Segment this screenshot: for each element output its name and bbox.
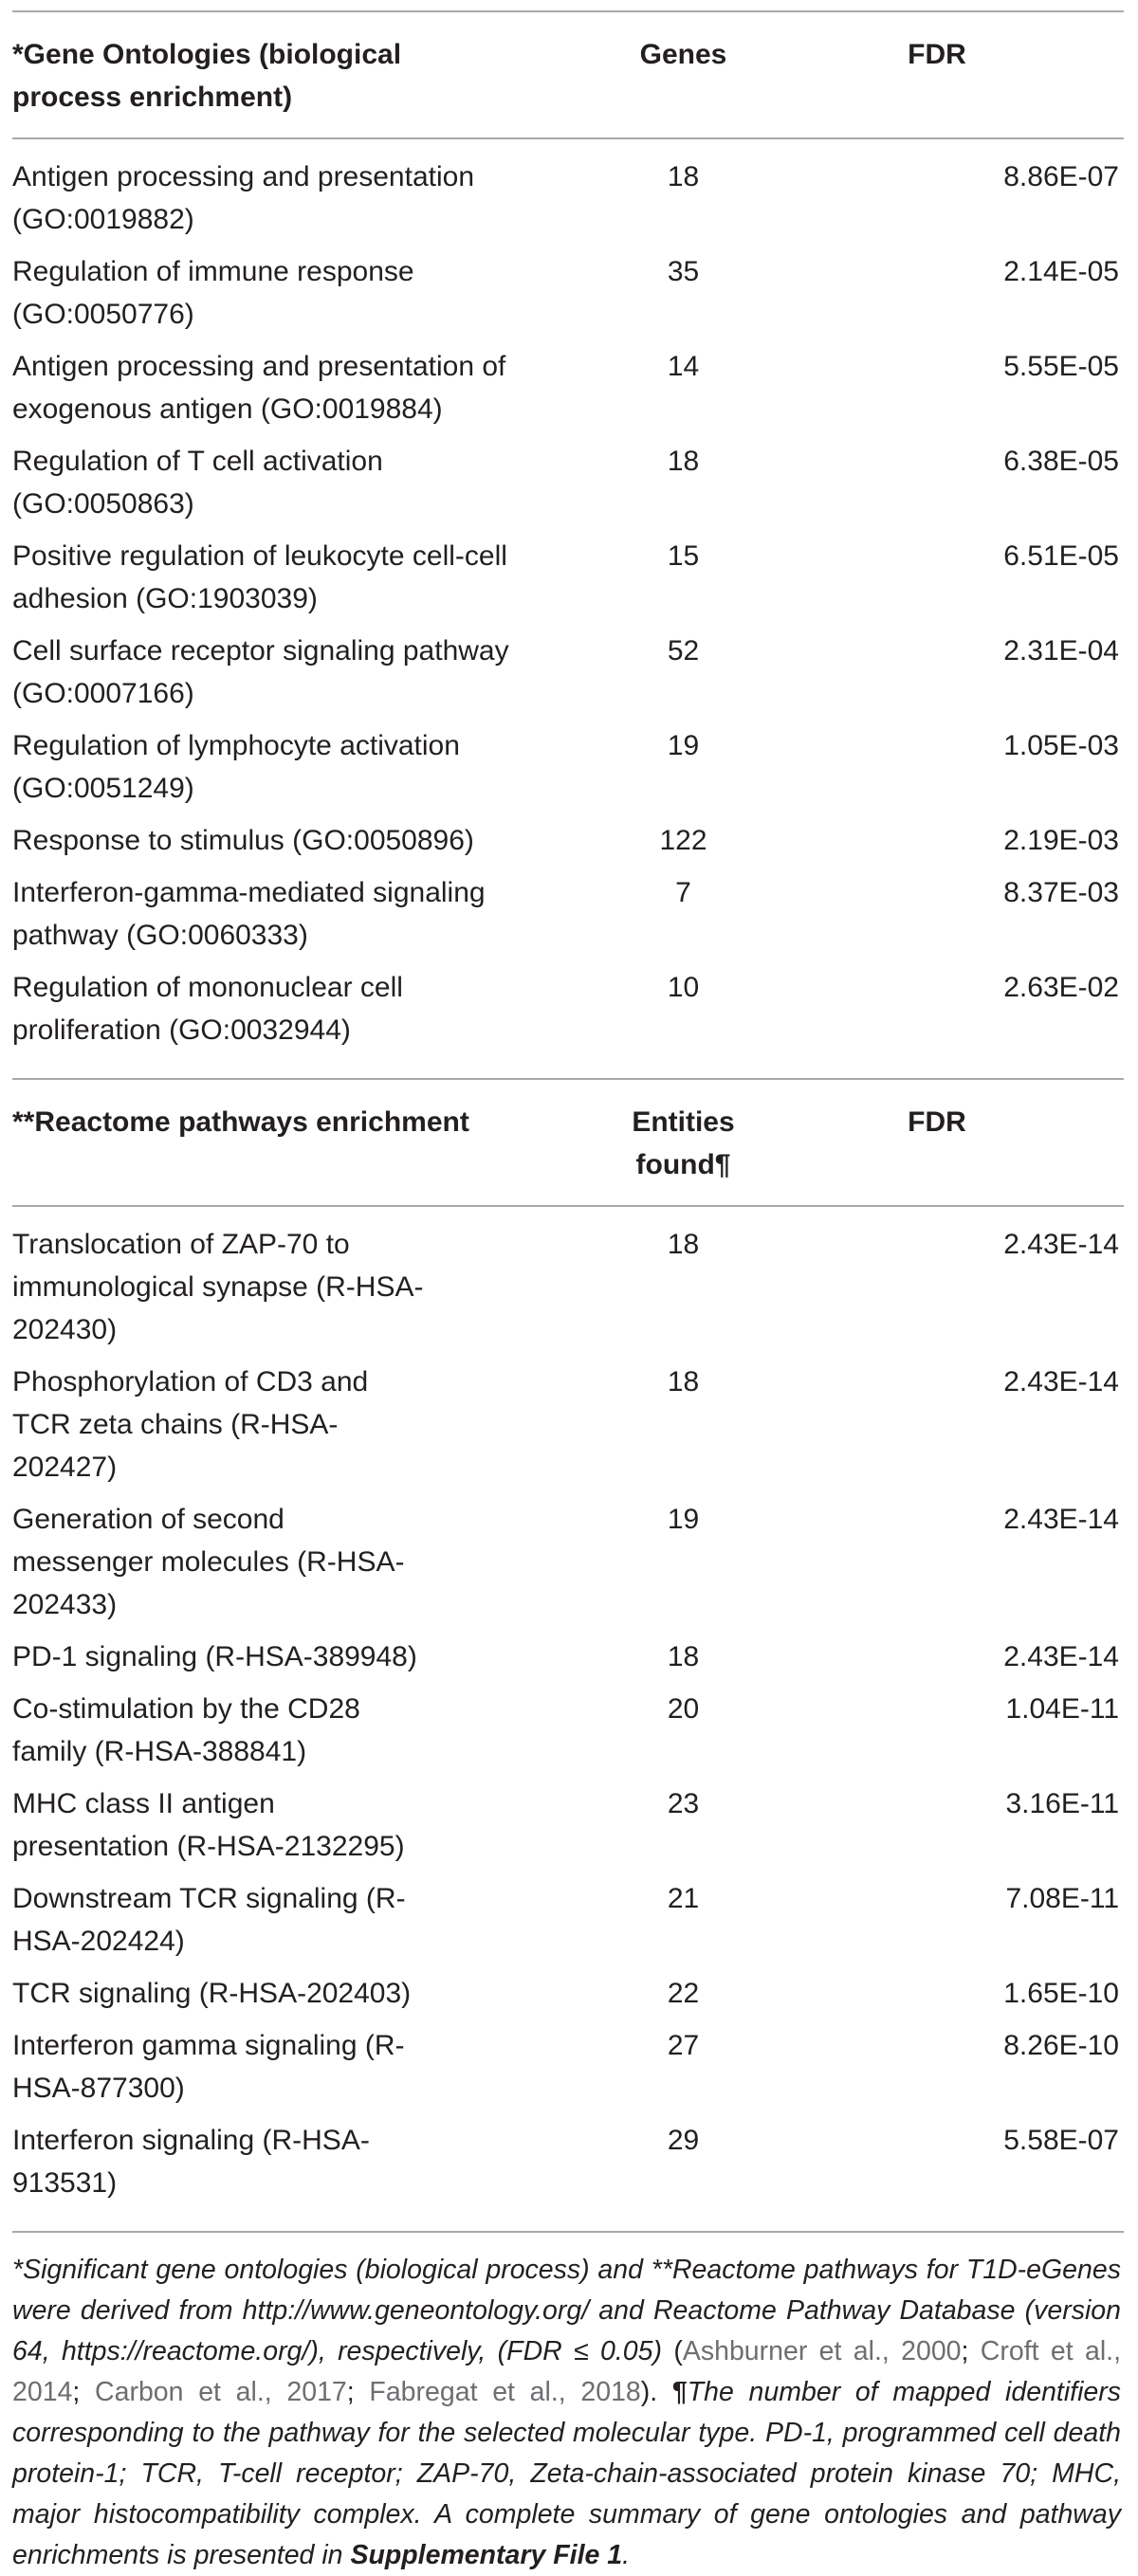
row-term: Positive regulation of leukocyte cell-cell adhesion (GO:1903039) xyxy=(12,540,507,614)
row-term: Phosphorylation of CD3 and TCR zeta chains (R-HSA-202427) xyxy=(12,1366,369,1483)
table-row xyxy=(8,1877,1132,1963)
row-count: 18 xyxy=(667,1366,700,1398)
table-row xyxy=(8,819,1132,862)
table-row xyxy=(8,440,1132,525)
table-row xyxy=(8,1361,1132,1489)
go-header-count: Genes xyxy=(639,39,727,70)
footnote-end: . xyxy=(622,2540,631,2570)
footnote-part2: The number of mapped identifiers corresponding to the pathway for the selected molecular type. PD-1, programmed cell death protein-1; TCR, T-cell receptor; ZAP-70, Zeta-chain-associated protein kinase 70; MHC, major histocompatibility complex. A complete summary of gene ontologies and pathway enrichments is presented in xyxy=(12,2377,1122,2570)
row-term: Co-stimulation by the CD28 family (R-HSA-388841) xyxy=(12,1693,360,1767)
row-count: 22 xyxy=(667,1978,700,2009)
row-fdr: 6.51E-05 xyxy=(1003,540,1119,572)
row-term: Response to stimulus (GO:0050896) xyxy=(12,825,474,856)
supplementary-file-link[interactable]: Supplementary File 1 xyxy=(350,2540,623,2570)
row-count: 10 xyxy=(667,972,700,1003)
row-term: Regulation of immune response (GO:0050776) xyxy=(12,256,414,330)
footnote-part1: *Significant gene ontologies (biological process) and **Reactome pathways for T1D-eGenes were derived from http://www.geneontology.org/ and Reactome Pathway Database (version 64, https://reactome.org/), respectively, (FDR ≤ 0.05) xyxy=(12,2255,1121,2366)
row-fdr: 2.43E-14 xyxy=(1003,1366,1119,1398)
row-fdr: 2.31E-04 xyxy=(1003,635,1119,667)
row-fdr: 1.05E-03 xyxy=(1003,730,1119,761)
table-row xyxy=(8,1688,1132,1773)
table-row xyxy=(8,1498,1132,1626)
row-count: 19 xyxy=(667,730,700,761)
row-count: 52 xyxy=(667,635,700,667)
go-header-term: *Gene Ontologies (biological process enrichment) xyxy=(12,39,402,113)
footnote-cite-open: ( xyxy=(673,2336,683,2366)
table-row xyxy=(8,724,1132,810)
row-term: PD-1 signaling (R-HSA-389948) xyxy=(12,1641,417,1672)
row-count: 7 xyxy=(675,877,691,908)
row-count: 27 xyxy=(667,2030,700,2061)
reactome-header-fdr: FDR xyxy=(908,1106,966,1138)
row-count: 18 xyxy=(667,161,700,192)
row-count: 122 xyxy=(659,825,707,856)
table-row xyxy=(8,871,1132,957)
row-fdr: 6.38E-05 xyxy=(1003,446,1119,477)
row-count: 20 xyxy=(667,1693,700,1725)
row-term: MHC class II antigen presentation (R-HSA-2132295) xyxy=(12,1788,405,1862)
enrichment-table xyxy=(8,10,1132,2576)
row-term: Generation of second messenger molecules (R-HSA-202433) xyxy=(12,1504,405,1620)
row-count: 18 xyxy=(667,1229,700,1260)
row-count: 21 xyxy=(667,1883,700,1914)
row-term: Antigen processing and presentation (GO:0019882) xyxy=(12,161,475,235)
row-fdr: 5.58E-07 xyxy=(1003,2125,1119,2156)
row-term: Downstream TCR signaling (R-HSA-202424) xyxy=(12,1883,406,1957)
row-count: 29 xyxy=(667,2125,700,2156)
table-row xyxy=(8,1782,1132,1868)
row-fdr: 2.43E-14 xyxy=(1003,1229,1119,1260)
row-term: Antigen processing and presentation of exogenous antigen (GO:0019884) xyxy=(12,351,506,425)
table-row xyxy=(8,1972,1132,2015)
table-row xyxy=(8,1223,1132,1351)
footnote-separator: ; xyxy=(346,2377,370,2407)
table-footnote xyxy=(8,2233,1132,2576)
table-row xyxy=(8,250,1132,336)
reactome-rows xyxy=(8,1207,1132,2231)
row-fdr: 5.55E-05 xyxy=(1003,351,1119,382)
table-row xyxy=(8,966,1132,1051)
row-term: Regulation of lymphocyte activation (GO:0051249) xyxy=(12,730,460,804)
row-fdr: 2.14E-05 xyxy=(1003,256,1119,287)
table-row xyxy=(8,2119,1132,2204)
row-term: Translocation of ZAP-70 to immunological synapse (R-HSA-202430) xyxy=(12,1229,424,1345)
row-count: 18 xyxy=(667,446,700,477)
row-fdr: 2.19E-03 xyxy=(1003,825,1119,856)
go-header-fdr: FDR xyxy=(908,39,966,70)
row-fdr: 1.65E-10 xyxy=(1003,1978,1119,2009)
table-row xyxy=(8,345,1132,430)
footnote-separator: ; xyxy=(961,2336,981,2366)
table-row xyxy=(8,630,1132,715)
row-term: Interferon signaling (R-HSA-913531) xyxy=(12,2125,370,2199)
row-count: 15 xyxy=(667,540,700,572)
row-term: Interferon-gamma-mediated signaling pathway (GO:0060333) xyxy=(12,877,486,951)
row-term: Regulation of T cell activation (GO:0050863) xyxy=(12,446,383,520)
reactome-header-count: Entities found¶ xyxy=(632,1106,735,1180)
row-fdr: 7.08E-11 xyxy=(1005,1883,1119,1914)
row-count: 18 xyxy=(667,1641,700,1672)
row-count: 19 xyxy=(667,1504,700,1535)
row-count: 23 xyxy=(667,1788,700,1819)
citation-link[interactable]: Ashburner et al., 2000 xyxy=(682,2336,962,2366)
citation-link[interactable]: Croft et al., 2014 xyxy=(12,2336,1122,2407)
row-term: Cell surface receptor signaling pathway (GO:0007166) xyxy=(12,635,509,709)
row-term: Interferon gamma signaling (R-HSA-877300) xyxy=(12,2030,405,2104)
table-row xyxy=(8,155,1132,241)
table-row xyxy=(8,2024,1132,2110)
row-term: TCR signaling (R-HSA-202403) xyxy=(12,1978,412,2009)
footnote-separator: ; xyxy=(72,2377,96,2407)
go-header-row xyxy=(8,12,1132,137)
citation-link[interactable]: Fabregat et al., 2018 xyxy=(369,2377,641,2407)
row-fdr: 8.86E-07 xyxy=(1003,161,1119,192)
row-count: 14 xyxy=(667,351,700,382)
row-fdr: 2.43E-14 xyxy=(1003,1641,1119,1672)
table-row xyxy=(8,535,1132,620)
go-rows xyxy=(8,139,1132,1078)
reactome-header-row xyxy=(8,1080,1132,1205)
row-fdr: 1.04E-11 xyxy=(1005,1693,1119,1725)
table-row xyxy=(8,1635,1132,1678)
row-fdr: 8.26E-10 xyxy=(1003,2030,1119,2061)
row-fdr: 2.63E-02 xyxy=(1003,972,1119,1003)
row-fdr: 2.43E-14 xyxy=(1003,1504,1119,1535)
row-term: Regulation of mononuclear cell proliferation (GO:0032944) xyxy=(12,972,403,1046)
row-fdr: 3.16E-11 xyxy=(1005,1788,1119,1819)
pilcrow-symbol: ¶ xyxy=(671,2377,688,2407)
footnote-cite-close: ). xyxy=(640,2377,672,2407)
citation-link[interactable]: Carbon et al., 2017 xyxy=(95,2377,347,2407)
row-fdr: 8.37E-03 xyxy=(1003,877,1119,908)
row-count: 35 xyxy=(667,256,700,287)
reactome-header-term: **Reactome pathways enrichment xyxy=(12,1106,469,1138)
